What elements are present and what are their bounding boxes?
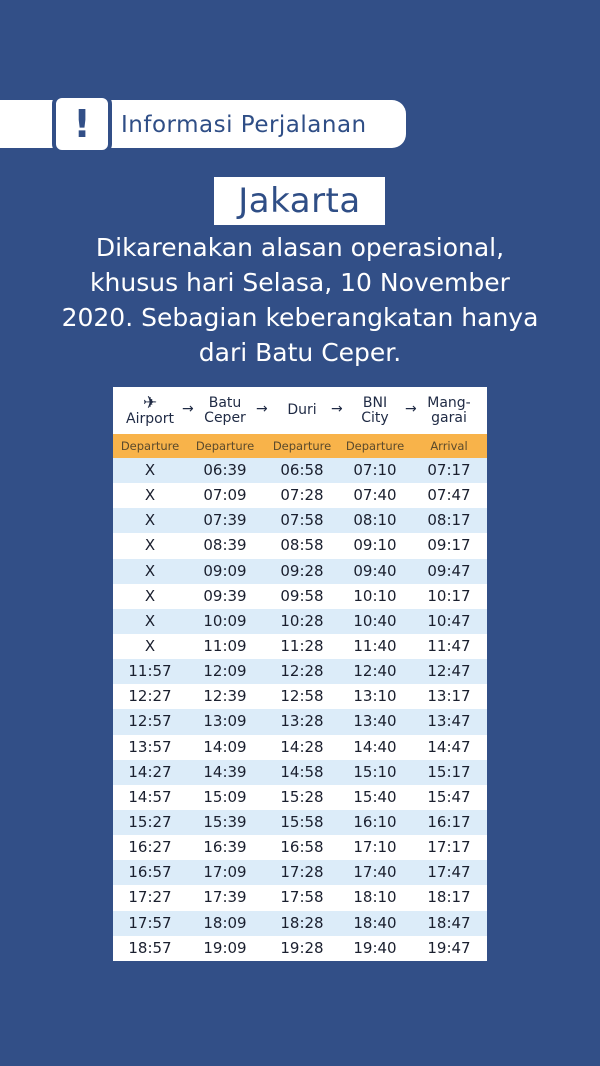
table-cell: 19:09 (203, 938, 247, 957)
column-header-manggarai (415, 387, 483, 434)
table-row (113, 885, 487, 910)
column-header-label: BNI (362, 394, 388, 411)
table-cell: 13:10 (353, 687, 397, 706)
table-row (113, 911, 487, 936)
table-cell: 07:58 (280, 511, 324, 530)
table-cell: 17:58 (280, 888, 324, 907)
table-cell: 16:57 (128, 863, 172, 882)
table-cell: 17:10 (353, 838, 397, 857)
alert-icon (52, 94, 112, 154)
table-cell: 12:58 (280, 687, 324, 706)
banner-title: Informasi Perjalanan (121, 112, 367, 138)
table-cell: 10:10 (353, 586, 397, 605)
table-cell: 09:47 (427, 561, 471, 580)
table-cell: 18:10 (353, 888, 397, 907)
table-row (113, 860, 487, 885)
table-row (113, 936, 487, 961)
table-cell: 14:39 (203, 762, 247, 781)
table-cell: 11:57 (128, 662, 172, 681)
table-cell: 17:57 (128, 913, 172, 932)
column-header-airport (113, 387, 187, 434)
table-cell: 15:27 (128, 812, 172, 831)
table-cell: 12:09 (203, 662, 247, 681)
table-cell: 14:28 (280, 737, 324, 756)
table-cell: 13:09 (203, 712, 247, 731)
table-cell: 18:47 (427, 913, 471, 932)
table-cell: 10:09 (203, 611, 247, 630)
table-cell: 16:39 (203, 838, 247, 857)
table-cell: 15:09 (203, 787, 247, 806)
table-cell: 13:47 (427, 712, 471, 731)
arrow-right-icon: → (182, 401, 194, 417)
column-header-label: Duri (287, 402, 317, 418)
table-cell: 15:40 (353, 787, 397, 806)
column-header-label: Ceper (204, 409, 246, 426)
table-cell: 11:40 (353, 636, 397, 655)
table-cell: 06:39 (203, 461, 247, 479)
table-cell: 10:17 (427, 586, 471, 605)
table-row (113, 835, 487, 860)
table-cell: 18:09 (203, 913, 247, 932)
table-cell: 10:28 (280, 611, 324, 630)
table-cell: 17:17 (427, 838, 471, 857)
table-cell: 11:47 (427, 636, 471, 655)
table-body (113, 458, 487, 961)
subheader-cell: Departure (272, 439, 332, 453)
subheader-cell: Departure (345, 439, 405, 453)
table-cell: 09:40 (353, 561, 397, 580)
table-row (113, 483, 487, 508)
table-cell: 12:47 (427, 662, 471, 681)
table-cell: 17:27 (128, 888, 172, 907)
table-cell: X (144, 461, 156, 479)
table-cell: 07:47 (427, 486, 471, 505)
table-cell: 13:40 (353, 712, 397, 731)
table-cell: 07:17 (427, 461, 471, 479)
table-cell: 09:39 (203, 586, 247, 605)
table-row (113, 458, 487, 483)
subheader-cell: Departure (120, 439, 180, 453)
table-row (113, 533, 487, 558)
table-cell: 08:58 (280, 536, 324, 555)
table-cell: 14:40 (353, 737, 397, 756)
table-cell: 16:27 (128, 838, 172, 857)
table-cell: 16:58 (280, 838, 324, 857)
subheader-row (113, 434, 487, 458)
table-cell: 18:17 (427, 888, 471, 907)
alert-symbol: ! (73, 102, 91, 146)
column-header-label: City (361, 409, 389, 426)
table-row (113, 634, 487, 659)
table-cell: 15:10 (353, 762, 397, 781)
table-row (113, 609, 487, 634)
table-cell: 14:57 (128, 787, 172, 806)
table-cell: 12:39 (203, 687, 247, 706)
table-row (113, 785, 487, 810)
table-cell: 12:40 (353, 662, 397, 681)
table-cell: 10:40 (353, 611, 397, 630)
city-name: Jakarta (238, 181, 361, 221)
column-header-bni-city (341, 387, 409, 434)
table-cell: X (144, 511, 156, 530)
table-cell: 12:57 (128, 712, 172, 731)
table-cell: 15:47 (427, 787, 471, 806)
table-cell: 15:17 (427, 762, 471, 781)
arrow-right-icon: → (405, 401, 417, 417)
table-cell: 16:17 (427, 812, 471, 831)
table-cell: 11:28 (280, 636, 324, 655)
table-cell: 07:09 (203, 486, 247, 505)
table-row (113, 659, 487, 684)
table-cell: 09:09 (203, 561, 247, 580)
column-header-label: garai (431, 409, 467, 426)
table-cell: 09:17 (427, 536, 471, 555)
table-row (113, 760, 487, 785)
table-cell: 09:10 (353, 536, 397, 555)
city-label-box (214, 177, 385, 225)
table-cell: 18:28 (280, 913, 324, 932)
table-row (113, 684, 487, 709)
table-cell: 07:40 (353, 486, 397, 505)
table-row (113, 559, 487, 584)
table-cell: X (144, 536, 156, 555)
table-cell: 08:39 (203, 536, 247, 555)
table-cell: 15:58 (280, 812, 324, 831)
table-cell: 18:57 (128, 938, 172, 957)
table-cell: X (144, 586, 156, 605)
table-cell: 17:47 (427, 863, 471, 882)
table-cell: 19:28 (280, 938, 324, 957)
table-cell: X (144, 611, 156, 630)
airplane-icon: ✈ (142, 392, 158, 413)
table-cell: 19:47 (427, 938, 471, 957)
table-header (113, 387, 487, 434)
arrow-right-icon: → (331, 401, 343, 417)
table-cell: 15:28 (280, 787, 324, 806)
table-row (113, 735, 487, 760)
table-cell: 07:10 (353, 461, 397, 479)
table-row (113, 709, 487, 734)
table-cell: 16:10 (353, 812, 397, 831)
table-cell: 09:28 (280, 561, 324, 580)
table-cell: 14:47 (427, 737, 471, 756)
table-cell: 14:27 (128, 762, 172, 781)
table-cell: 06:58 (280, 461, 324, 479)
table-cell: 08:17 (427, 511, 471, 530)
table-row (113, 508, 487, 533)
table-cell: 09:58 (280, 586, 324, 605)
table-row (113, 584, 487, 609)
notice-text: Dikarenakan alasan operasional, khusus hari Selasa, 10 November 2020. Sebagian keberangkatan hanya dari Batu Ceper. (61, 233, 539, 367)
table-cell: 13:28 (280, 712, 324, 731)
column-header-batu-ceper (191, 387, 259, 434)
table-cell: 17:39 (203, 888, 247, 907)
table-cell: 07:28 (280, 486, 324, 505)
table-cell: 13:57 (128, 737, 172, 756)
column-header-duri (268, 387, 336, 434)
table-cell: 07:39 (203, 511, 247, 530)
table-cell: 12:28 (280, 662, 324, 681)
table-cell: 13:17 (427, 687, 471, 706)
table-cell: 08:10 (353, 511, 397, 530)
table-cell: 17:40 (353, 863, 397, 882)
subheader-cell: Arrival (430, 439, 468, 453)
column-header-label: Mang- (427, 394, 471, 411)
schedule-table (113, 387, 487, 960)
table-cell: X (144, 561, 156, 580)
table-cell: 15:39 (203, 812, 247, 831)
table-cell: 19:40 (353, 938, 397, 957)
table-cell: 12:27 (128, 687, 172, 706)
table-cell: 17:28 (280, 863, 324, 882)
table-cell: 14:09 (203, 737, 247, 756)
table-cell: 17:09 (203, 863, 247, 882)
subheader-cell: Departure (195, 439, 255, 453)
table-row (113, 810, 487, 835)
table-cell: 18:40 (353, 913, 397, 932)
table-cell: 10:47 (427, 611, 471, 630)
table-cell: X (144, 636, 156, 655)
column-header-label: Batu (208, 394, 242, 411)
table-cell: 11:09 (203, 636, 247, 655)
table-cell: X (144, 486, 156, 505)
column-header-label: Airport (126, 410, 174, 427)
arrow-right-icon: → (256, 401, 268, 417)
table-cell: 14:58 (280, 762, 324, 781)
